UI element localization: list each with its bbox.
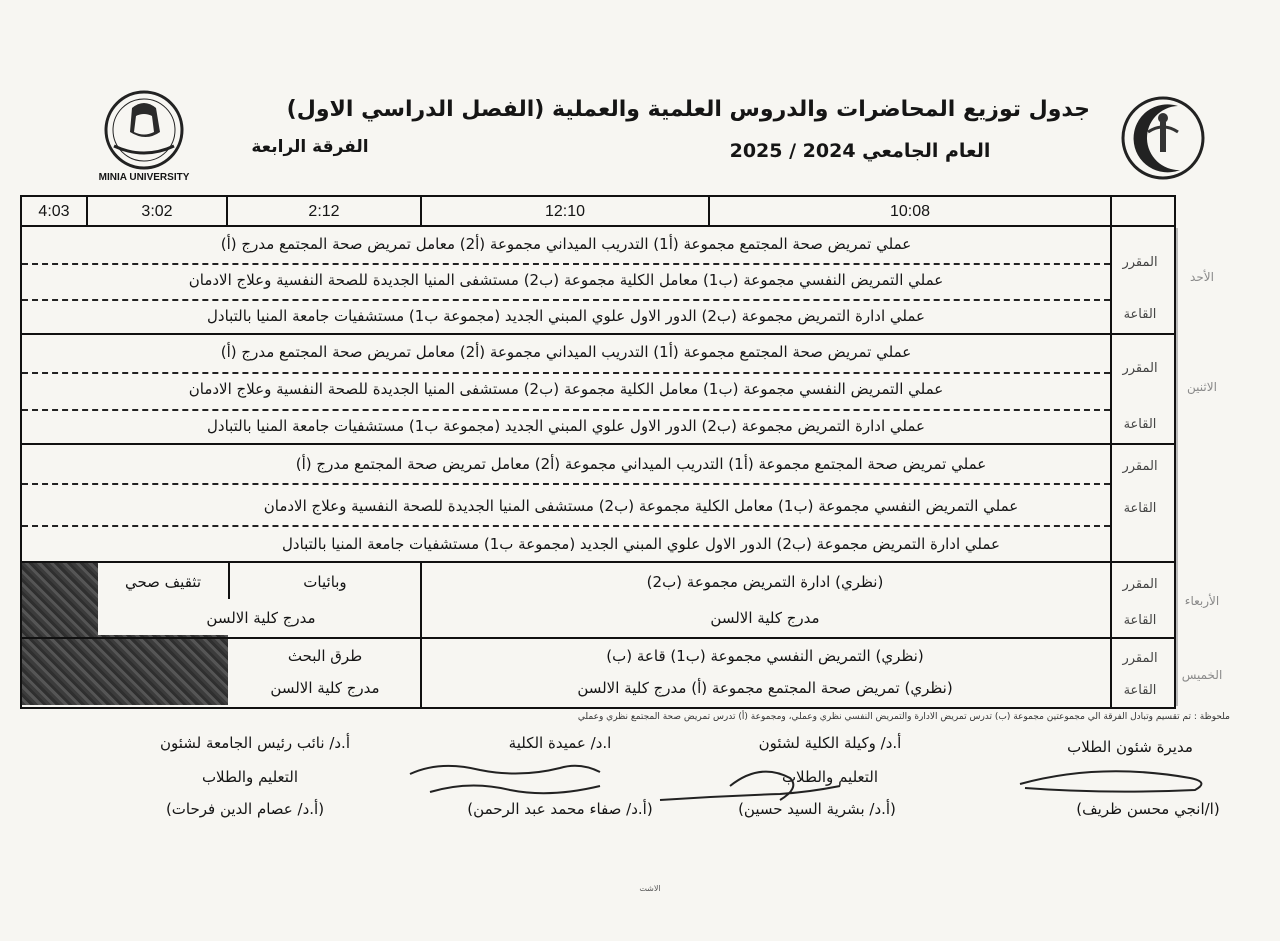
sig-student-affairs-name: (ا/انجي محسن ظريف)	[1076, 800, 1220, 818]
header-row-divider	[22, 225, 1174, 227]
sig-vp-title: أ.د/ نائب رئيس الجامعة لشئون	[159, 734, 350, 752]
time-slot-5: 4:03	[38, 203, 70, 220]
wednesday-theory-hall: مدرج كلية الالسن	[710, 609, 820, 627]
tuesday-row-3: عملي ادارة التمريض مجموعة (ب2) الدور الاول علوي المبني الجديد (مجموعة ب1) مستشفيات جامعة المنيا بالتبادل	[281, 535, 1001, 553]
thursday-theory-1: (نظري) التمريض النفسي مجموعة (ب1) قاعة (ب)	[606, 647, 924, 665]
thursday-subject: طرق البحث	[287, 647, 363, 665]
label-hall: القاعة	[1123, 501, 1157, 516]
university-name: MINIA UNIVERSITY	[98, 172, 190, 183]
label-course: المقرر	[1122, 651, 1158, 666]
label-hall: القاعة	[1123, 307, 1157, 322]
day-thursday: الخميس	[1181, 668, 1223, 682]
label-course: المقرر	[1122, 459, 1158, 474]
sig-dean-name: (أ.د/ صفاء محمد عبد الرحمن)	[467, 800, 653, 818]
label-course: المقرر	[1122, 361, 1158, 376]
monday-row-1: عملي تمريض صحة المجتمع مجموعة (أ1) التدريب الميداني مجموعة (أ2) معامل تمريض صحة المجتمع مدرج (أ)	[220, 343, 912, 361]
time-slot-3: 2:12	[308, 203, 340, 220]
faculty-logo	[1118, 92, 1208, 184]
monday-row-2: عملي التمريض النفسي مجموعة (ب1) معامل الكلية مجموعة (ب2) مستشفى المنيا الجديدة للصحة النفسية وعلاج الادمان	[188, 380, 944, 398]
academic-year: العام الجامعي 2024 / 2025	[729, 140, 991, 162]
minia-university-logo	[98, 86, 190, 186]
handwritten-signatures	[400, 756, 1280, 816]
tuesday-row-2: عملي التمريض النفسي مجموعة (ب1) معامل الكلية مجموعة (ب2) مستشفى المنيا الجديدة للصحة النفسية وعلاج الادمان	[263, 497, 1019, 515]
sig-vp-name: (أ.د/ عصام الدين فرحات)	[165, 800, 325, 818]
student-level: الفرقة الرابعة	[251, 137, 369, 157]
sig-vice-dean-name: (أ.د/ بشرية السيد حسين)	[738, 800, 896, 818]
tuesday-row-1: عملي تمريض صحة المجتمع مجموعة (أ1) التدريب الميداني مجموعة (أ2) معامل تمريض صحة المجتمع مدرج (أ)	[295, 455, 987, 473]
time-slot-2: 12:10	[544, 203, 586, 220]
thursday-theory-2: (نظري) تمريض صحة المجتمع مجموعة (أ) مدرج كلية الالسن	[577, 679, 953, 697]
wednesday-hall: مدرج كلية الالسن	[206, 609, 316, 627]
monday-row-3: عملي ادارة التمريض مجموعة (ب2) الدور الاول علوي المبني الجديد (مجموعة ب1) مستشفيات جامعة المنيا بالتبادل	[206, 417, 926, 435]
sunday-row-2: عملي التمريض النفسي مجموعة (ب1) معامل الكلية مجموعة (ب2) مستشفى المنيا الجديدة للصحة النفسية وعلاج الادمان	[188, 271, 944, 289]
wednesday-subject-2: تثقيف صحي	[124, 573, 202, 591]
day-monday: الاثنين	[1187, 380, 1217, 394]
sig-vp-title2: التعليم والطلاب	[201, 768, 299, 786]
day-wednesday: الأربعاء	[1184, 594, 1220, 608]
note: ملحوظة : تم تقسيم وتبادل الفرقة الي مجموعتين مجموعة (ب) تدرس تمريض الادارة والتمريض النفسي نظري وعملي، ومجموعة (أ) تدرس تمريض صحة المجتمع نظري وعملي	[577, 712, 1230, 722]
sunday-row-1: عملي تمريض صحة المجتمع مجموعة (أ1) التدريب الميداني مجموعة (أ2) معامل تمريض صحة المجتمع مدرج (أ)	[220, 235, 912, 253]
sig-student-affairs-title: مديرة شئون الطلاب	[1067, 738, 1193, 756]
page-title: جدول توزيع المحاضرات والدروس العلمية والعملية (الفصل الدراسي الاول)	[286, 97, 1090, 122]
time-slot-4: 3:02	[141, 203, 173, 220]
footer-mark: الاشت	[639, 884, 661, 893]
thursday-hall: مدرج كلية الالسن	[270, 679, 380, 697]
label-hall: القاعة	[1123, 683, 1157, 698]
day-sunday: الأحد	[1190, 270, 1214, 284]
sunday-row-3: عملي ادارة التمريض مجموعة (ب2) الدور الاول علوي المبني الجديد (مجموعة ب1) مستشفيات جامعة المنيا بالتبادل	[206, 307, 926, 325]
label-hall: القاعة	[1123, 417, 1157, 432]
sig-dean-title: ا.د/ عميدة الكلية	[508, 734, 612, 752]
label-hall: القاعة	[1123, 613, 1157, 628]
wednesday-theory: (نظري) ادارة التمريض مجموعة (ب2)	[646, 573, 884, 591]
sig-vice-dean-title: أ.د/ وكيلة الكلية لشئون	[758, 734, 902, 752]
wednesday-subject-1: وبائيات	[303, 573, 347, 591]
label-course: المقرر	[1122, 577, 1158, 592]
timetable	[20, 195, 1176, 709]
label-course: المقرر	[1122, 255, 1158, 270]
time-slot-1: 10:08	[889, 203, 931, 220]
sig-vice-dean-title2: التعليم والطلاب	[781, 768, 879, 786]
